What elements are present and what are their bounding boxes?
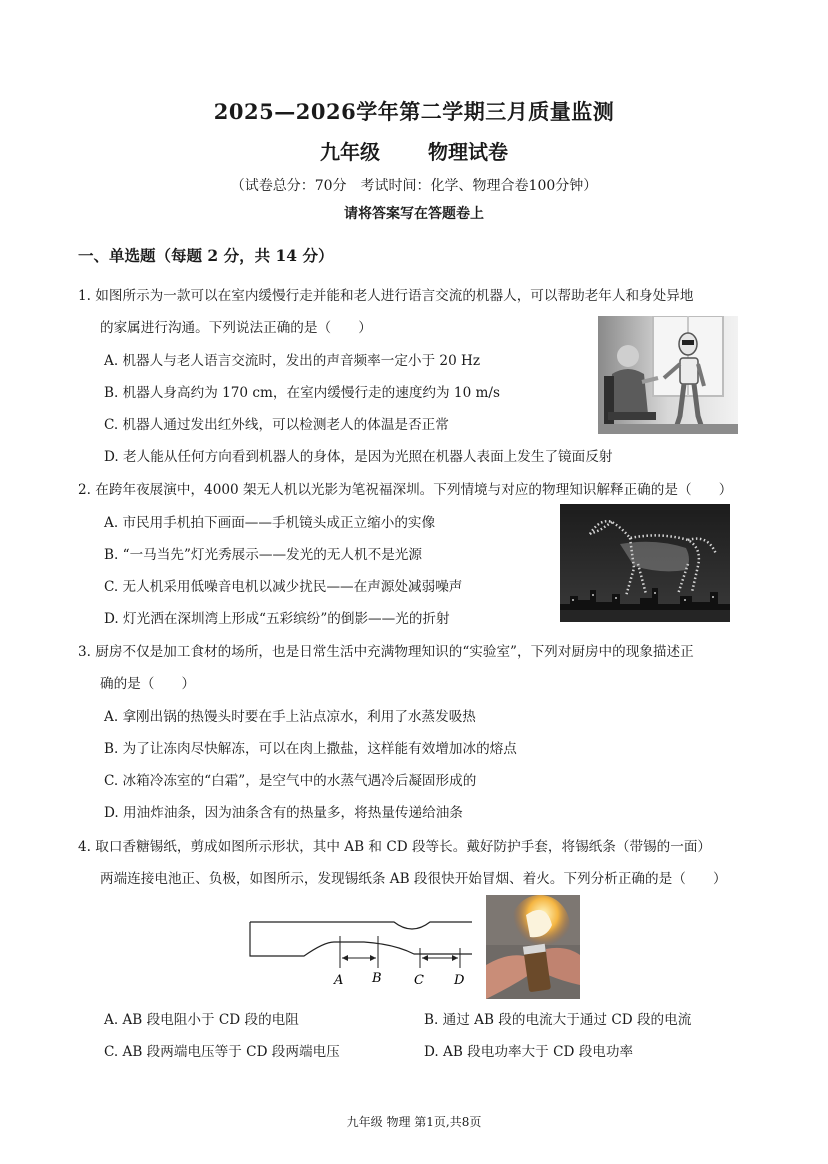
q3-option-d: D. 用油炸油条，因为油条含有的热量多，将热量传递给油条 (104, 805, 463, 821)
q4-option-a: A. AB 段电阻小于 CD 段的电阻 (104, 1012, 299, 1028)
burning-foil-photo (486, 895, 580, 999)
q4-option-c: C. AB 段两端电压等于 CD 段两端电压 (104, 1044, 340, 1060)
q2-option-d: D. 灯光洒在深圳湾上形成“五彩缤纷”的倒影——光的折射 (104, 611, 450, 627)
q2-option-a: A. 市民用手机拍下画面——手机镜头成正立缩小的实像 (104, 515, 436, 531)
page-footer: 九年级 物理 第1页,共8页 (346, 1115, 482, 1129)
q2-option-b: B. “一马当先”灯光秀展示——发光的无人机不是光源 (104, 547, 422, 563)
q1-option-c: C. 机器人通过发出红外线，可以检测老人的体温是否正常 (104, 417, 449, 433)
grade-label: 九年级 (320, 140, 380, 164)
subject-label: 物理试卷 (428, 140, 508, 164)
foil-strip-diagram (244, 912, 474, 992)
q1-stem-line2: 的家属进行沟通。下列说法正确的是（ ） (100, 320, 372, 336)
q4-stem-line2: 两端连接电池正、负极，如图所示，发现锡纸条 AB 段很快开始冒烟、着火。下列分析正确的是（ ） (100, 871, 727, 887)
label-b: B (372, 971, 382, 986)
q4-stem-line1: 4. 取口香糖锡纸，剪成如图所示形状，其中 AB 和 CD 段等长。戴好防护手套，将锡纸条（带锡的一面） (78, 839, 712, 855)
q1-option-d: D. 老人能从任何方向看到机器人的身体，是因为光照在机器人表面上发生了镜面反射 (104, 449, 613, 465)
q1-option-a: A. 机器人与老人语言交流时，发出的声音频率一定小于 20 Hz (104, 353, 481, 369)
label-a: A (334, 973, 344, 988)
section-heading: 一、单选题（每题 2 分，共 14 分） (78, 246, 334, 265)
q3-option-b: B. 为了让冻肉尽快解冻，可以在肉上撒盐，这样能有效增加冰的熔点 (104, 741, 517, 757)
q3-stem-line1: 3. 厨房不仅是加工食材的场所，也是日常生活中充满物理知识的“实验室”，下列对厨房中的现象描述正 (78, 644, 694, 660)
q2-stem-line1: 2. 在跨年夜展演中，4000 架无人机以光影为笔祝福深圳。下列情境与对应的物理知识解释正确的是（ ） (78, 482, 733, 498)
q3-option-c: C. 冰箱冷冻室的“白霜”，是空气中的水蒸气遇冷后凝固形成的 (104, 773, 477, 789)
exam-subtitle (0, 136, 828, 165)
drone-horse-photo (560, 504, 730, 622)
q1-option-b: B. 机器人身高约为 170 cm，在室内缓慢行走的速度约为 10 m/s (104, 385, 500, 401)
q4-option-b: B. 通过 AB 段的电流大于通过 CD 段的电流 (424, 1012, 692, 1028)
exam-title: 2025—2026学年第二学期三月质量监测 (213, 99, 615, 124)
q3-stem-line2: 确的是（ ） (100, 676, 196, 692)
q1-stem-line1: 1. 如图所示为一款可以在室内缓慢行走并能和老人进行语言交流的机器人，可以帮助老年人和身处异地 (78, 288, 694, 304)
exam-info: （试卷总分：70分 考试时间：化学、物理合卷100分钟） (230, 178, 598, 194)
exam-notice: 请将答案写在答题卷上 (344, 206, 484, 222)
label-c: C (414, 973, 424, 988)
q4-option-d: D. AB 段电功率大于 CD 段电功率 (424, 1044, 634, 1060)
label-d: D (454, 973, 465, 988)
q2-option-c: C. 无人机采用低噪音电机以减少扰民——在声源处减弱噪声 (104, 579, 463, 595)
robot-elder-photo (598, 316, 738, 434)
q3-option-a: A. 拿刚出锅的热馒头时要在手上沾点凉水，利用了水蒸发吸热 (104, 709, 476, 725)
